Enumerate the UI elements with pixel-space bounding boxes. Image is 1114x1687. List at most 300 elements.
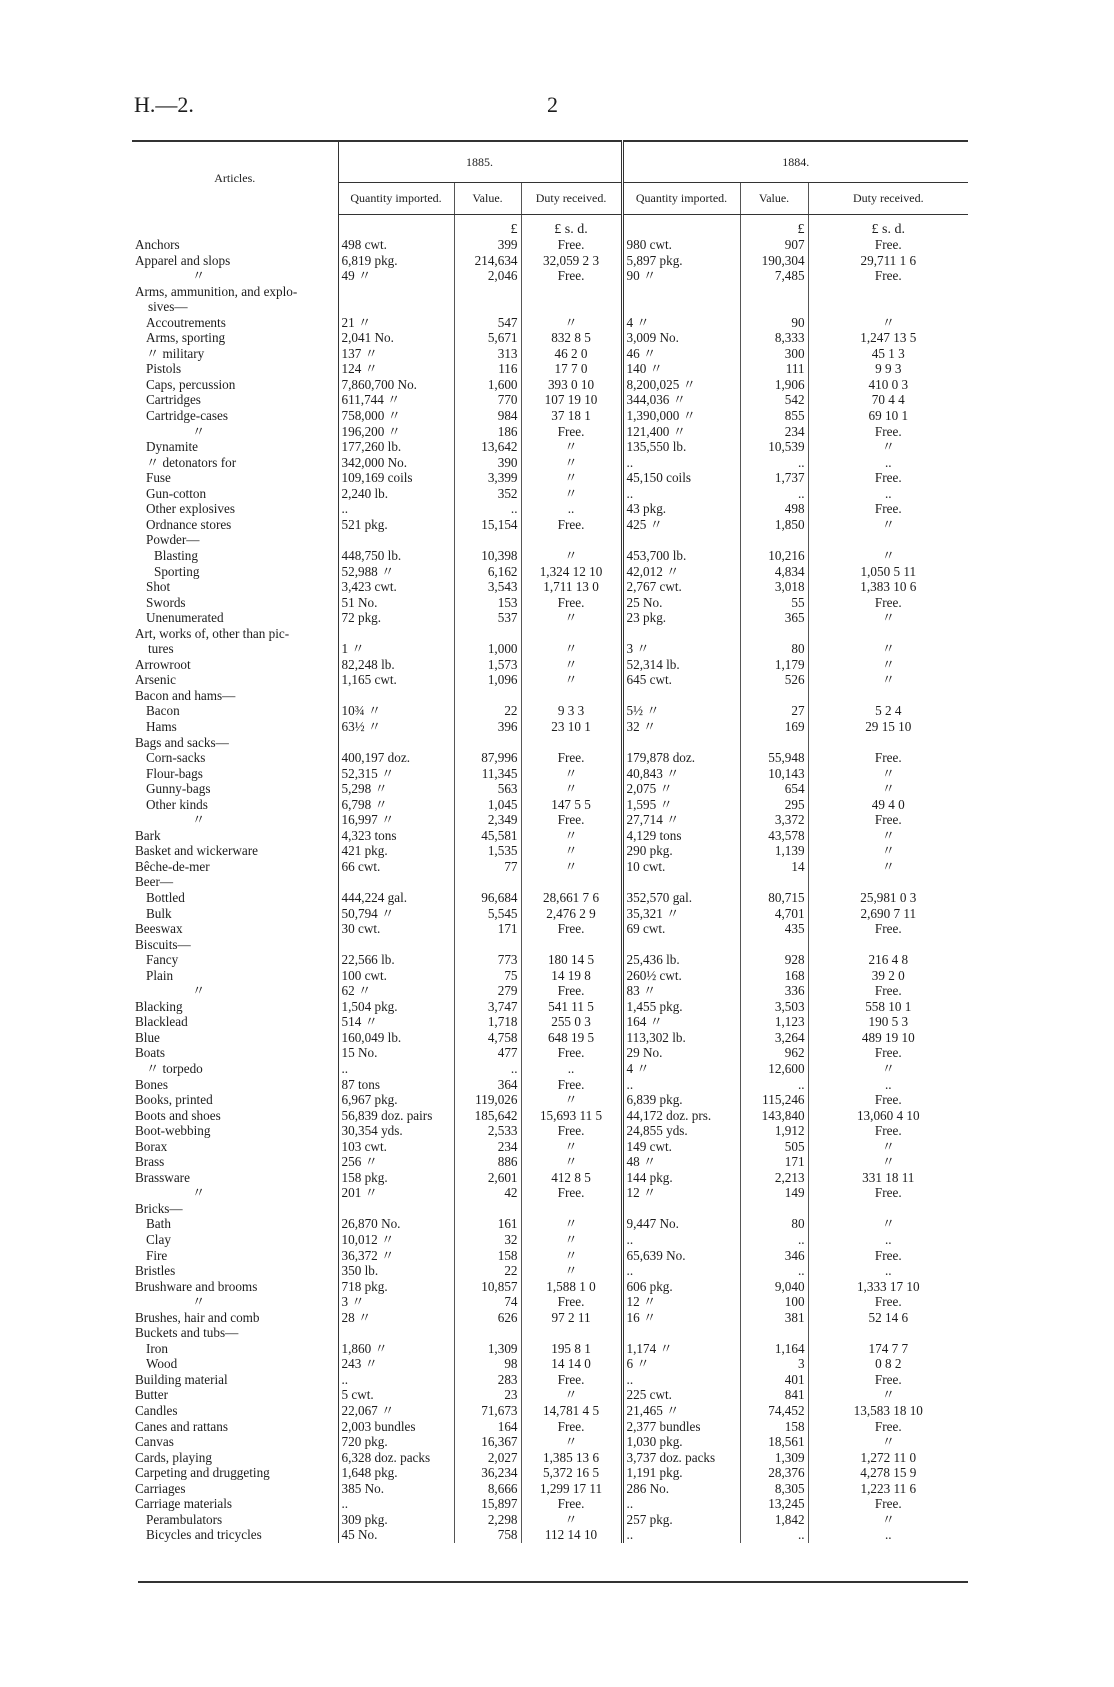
qty-1884-cell: ..	[622, 1496, 740, 1512]
article-cell: Carriage materials	[132, 1496, 338, 1512]
duty-1884-cell: Free.	[874, 921, 902, 937]
qty-header-1884: Quantity imported.	[622, 183, 740, 215]
qty-1884-cell: 352,570 gal.	[622, 890, 740, 906]
qty-1885-cell: 49 〃	[338, 268, 454, 284]
duty-1885-cell: 〃	[521, 766, 622, 782]
table-row	[132, 424, 968, 440]
value-1884-cell: ..	[740, 455, 808, 471]
qty-1885-cell: 87 tons	[338, 1077, 454, 1093]
qty-1884-cell: 44,172 doz. prs.	[622, 1108, 740, 1124]
article-cell: 〃	[132, 268, 338, 284]
duty-1884-cell: 49 4 0	[871, 796, 905, 812]
value-1884-cell: 7,485	[740, 268, 808, 284]
table-row	[132, 937, 968, 953]
article-cell: Bêche-de-mer	[132, 859, 338, 875]
qty-1885-cell: 82,248 lb.	[338, 657, 454, 673]
qty-1885-cell: 3,423 cwt.	[338, 579, 454, 595]
qty-1884-cell: 135,550 lb.	[622, 439, 740, 455]
article-cell: Other kinds	[132, 797, 338, 813]
article-cell: Shot	[132, 579, 338, 595]
value-1885-cell: 626	[454, 1310, 521, 1326]
value-1884-cell: 295	[740, 797, 808, 813]
article-cell: Bicycles and tricycles	[132, 1527, 338, 1543]
qty-1885-cell: 22,566 lb.	[338, 952, 454, 968]
table-row	[132, 1512, 968, 1528]
value-1884-cell: 171	[740, 1154, 808, 1170]
value-1884-cell: 4,834	[740, 563, 808, 579]
table-row	[132, 377, 968, 393]
article-cell: Bacon	[132, 703, 338, 719]
duty-1884-cell: Free.	[874, 1247, 902, 1263]
duty-1884-cell: 558 10 1	[865, 998, 912, 1014]
table-row	[132, 1434, 968, 1450]
article-cell: Sporting	[132, 563, 338, 579]
value-1884-cell: 190,304	[740, 253, 808, 269]
duty-1884-cell: 13,583 18 10	[853, 1403, 923, 1419]
duty-1885-cell: ..	[521, 501, 622, 517]
duty-1885-cell: 〃	[521, 548, 622, 564]
qty-1885-cell: 720 pkg.	[338, 1434, 454, 1450]
duty-1885-cell: 832 8 5	[521, 330, 622, 346]
value-1884-cell	[740, 626, 808, 642]
table-row	[132, 1216, 968, 1232]
qty-1884-cell: 3,737 doz. packs	[622, 1450, 740, 1466]
article-cell: Gun-cotton	[132, 486, 338, 502]
article-cell: Bacon and hams—	[132, 688, 338, 704]
qty-1885-cell: 243 〃	[338, 1356, 454, 1372]
duty-1885-cell: 〃	[521, 315, 622, 331]
duty-1884-cell: 1,383 10 6	[860, 579, 917, 595]
article-cell: Books, printed	[132, 1092, 338, 1108]
value-1884-cell: 654	[740, 781, 808, 797]
table-row	[132, 1108, 968, 1124]
value-1885-cell: 3,747	[454, 999, 521, 1015]
qty-1884-cell: 25 No.	[622, 595, 740, 611]
qty-1884-cell: 10 cwt.	[622, 859, 740, 875]
qty-1885-cell: 52,315 〃	[338, 766, 454, 782]
imports-table-container	[132, 140, 968, 1543]
article-cell: Butter	[132, 1387, 338, 1403]
value-1885-cell: 77	[454, 859, 521, 875]
qty-1885-cell: 26,870 No.	[338, 1216, 454, 1232]
duty-1885-cell: 〃	[521, 1092, 622, 1108]
value-1885-cell: 10,857	[454, 1279, 521, 1295]
qty-1885-cell: 100 cwt.	[338, 968, 454, 984]
article-cell: Gunny-bags	[132, 781, 338, 797]
table-row	[132, 1045, 968, 1061]
table-row	[132, 501, 968, 517]
qty-1884-cell: 24,855 yds.	[622, 1123, 740, 1139]
table-row	[132, 890, 968, 906]
article-cell: Brass	[132, 1154, 338, 1170]
duty-1884-cell: 174 7 7	[868, 1340, 909, 1356]
duty-1885-cell: 32,059 2 3	[521, 253, 622, 269]
article-cell: Blacklead	[132, 1014, 338, 1030]
duty-1884-cell: 45 1 3	[871, 345, 905, 361]
value-1885-cell: 13,642	[454, 439, 521, 455]
duty-1884-cell	[808, 874, 968, 890]
duty-1885-cell: 〃	[521, 1216, 622, 1232]
table-row	[132, 843, 968, 859]
duty-1885-cell: 97 2 11	[521, 1310, 622, 1326]
value-1884-cell	[740, 1325, 808, 1341]
duty-1885-cell: 〃	[521, 641, 622, 657]
table-row	[132, 1387, 968, 1403]
qty-1884-cell: ..	[622, 1263, 740, 1279]
unit-row	[132, 215, 968, 238]
duty-1884-cell: 〃	[881, 1138, 895, 1154]
article-cell: Bottled	[132, 890, 338, 906]
duty-1885-cell: Free.	[521, 1496, 622, 1512]
qty-1884-cell	[622, 284, 740, 300]
duty-1884-cell: Free.	[874, 1123, 902, 1139]
value-1884-cell: 234	[740, 424, 808, 440]
value-1884-cell: 505	[740, 1139, 808, 1155]
qty-1885-cell: 514 〃	[338, 1014, 454, 1030]
duty-1885-cell: 1,385 13 6	[521, 1450, 622, 1466]
qty-1884-cell: 90 〃	[622, 268, 740, 284]
duty-1885-cell: Free.	[521, 595, 622, 611]
value-1884-cell: 27	[740, 703, 808, 719]
article-cell: 〃	[132, 1185, 338, 1201]
qty-1884-cell: ..	[622, 486, 740, 502]
article-cell: Cartridges	[132, 392, 338, 408]
duty-1885-cell: 〃	[521, 1154, 622, 1170]
duty-1885-cell	[521, 532, 622, 548]
qty-1885-cell: 5,298 〃	[338, 781, 454, 797]
article-cell: Brushware and brooms	[132, 1279, 338, 1295]
qty-1884-cell: 149 cwt.	[622, 1139, 740, 1155]
qty-1884-cell: 32 〃	[622, 719, 740, 735]
duty-1884-cell	[808, 735, 968, 751]
value-1885-cell: 71,673	[454, 1403, 521, 1419]
table-row	[132, 1170, 968, 1186]
duty-1885-cell: Free.	[521, 424, 622, 440]
table-row	[132, 1185, 968, 1201]
qty-1884-cell: 2,075 〃	[622, 781, 740, 797]
duty-1885-cell: ..	[521, 1061, 622, 1077]
table-row	[132, 1356, 968, 1372]
article-cell: Corn-sacks	[132, 750, 338, 766]
duty-1885-cell: 17 7 0	[521, 361, 622, 377]
table-row	[132, 1465, 968, 1481]
duty-1885-cell: 2,476 2 9	[521, 906, 622, 922]
value-1884-cell: 1,179	[740, 657, 808, 673]
table-row	[132, 735, 968, 751]
duty-1884-cell: 9 9 3	[875, 361, 902, 377]
article-cell: Beeswax	[132, 921, 338, 937]
article-cell: Fire	[132, 1248, 338, 1264]
qty-1884-cell: 3,009 No.	[622, 330, 740, 346]
table-row	[132, 1325, 968, 1341]
article-cell: Brassware	[132, 1170, 338, 1186]
duty-1884-cell: 2,690 7 11	[860, 905, 917, 921]
duty-1884-cell: 69 10 1	[868, 408, 909, 424]
value-1884-cell: 8,305	[740, 1481, 808, 1497]
value-1885-cell	[454, 735, 521, 751]
article-cell: 〃 torpedo	[132, 1061, 338, 1077]
qty-1884-cell: 48 〃	[622, 1154, 740, 1170]
qty-1885-cell: 5 cwt.	[338, 1387, 454, 1403]
value-1884-cell: 43,578	[740, 828, 808, 844]
qty-1884-cell: 35,321 〃	[622, 906, 740, 922]
article-cell: Clay	[132, 1232, 338, 1248]
qty-1884-cell: 43 pkg.	[622, 501, 740, 517]
table-row	[132, 626, 968, 642]
value-1885-cell: 1,309	[454, 1341, 521, 1357]
qty-1884-cell: 606 pkg.	[622, 1279, 740, 1295]
table-row	[132, 299, 968, 315]
value-1885-cell: 984	[454, 408, 521, 424]
value-1885-cell: 364	[454, 1077, 521, 1093]
qty-1884-cell: 8,200,025 〃	[622, 377, 740, 393]
value-1885-cell: 22	[454, 1263, 521, 1279]
duty-1885-cell: 〃	[521, 672, 622, 688]
qty-1885-cell: 10¾ 〃	[338, 703, 454, 719]
qty-1885-cell: 2,240 lb.	[338, 486, 454, 502]
duty-1885-cell	[521, 1325, 622, 1341]
duty-1884-cell: Free.	[874, 268, 902, 284]
duty-1884-cell: 1,333 17 10	[856, 1278, 920, 1294]
duty-1884-cell: 4,278 15 9	[860, 1465, 917, 1481]
value-1884-cell: 169	[740, 719, 808, 735]
article-cell: Perambulators	[132, 1512, 338, 1528]
duty-1884-cell: Free.	[874, 1418, 902, 1434]
table-row	[132, 517, 968, 533]
value-1884-cell: 3,372	[740, 812, 808, 828]
value-1884-cell: 300	[740, 346, 808, 362]
table-row	[132, 1527, 968, 1543]
value-1885-cell: 773	[454, 952, 521, 968]
qty-1884-cell: 1,455 pkg.	[622, 999, 740, 1015]
table-row	[132, 1294, 968, 1310]
value-1884-cell: 143,840	[740, 1108, 808, 1124]
qty-1884-cell: 645 cwt.	[622, 672, 740, 688]
value-1885-cell: 399	[454, 237, 521, 253]
table-row	[132, 859, 968, 875]
value-1884-cell	[740, 688, 808, 704]
duty-1884-cell: Free.	[874, 594, 902, 610]
duty-1884-cell: 1,272 11 0	[860, 1449, 917, 1465]
duty-1884-cell: Free.	[874, 983, 902, 999]
duty-1885-cell: 14,781 4 5	[521, 1403, 622, 1419]
value-1884-cell: 907	[740, 237, 808, 253]
article-cell: Building material	[132, 1372, 338, 1388]
article-cell: Basket and wickerware	[132, 843, 338, 859]
qty-1885-cell: 196,200 〃	[338, 424, 454, 440]
value-1884-cell: ..	[740, 1527, 808, 1543]
article-cell: Cards, playing	[132, 1450, 338, 1466]
table-row	[132, 703, 968, 719]
qty-1885-cell: 124 〃	[338, 361, 454, 377]
duty-1885-cell: 〃	[521, 1248, 622, 1264]
value-1884-cell: 3	[740, 1356, 808, 1372]
article-cell: Carriages	[132, 1481, 338, 1497]
value-unit-1884: £	[740, 215, 808, 238]
duty-1884-cell: 190 5 3	[868, 1014, 909, 1030]
table-row	[132, 579, 968, 595]
value-1884-cell: 149	[740, 1185, 808, 1201]
table-row	[132, 952, 968, 968]
article-cell: Anchors	[132, 237, 338, 253]
qty-1884-cell: 52,314 lb.	[622, 657, 740, 673]
value-1885-cell: 5,545	[454, 906, 521, 922]
value-1884-cell: 1,850	[740, 517, 808, 533]
qty-1884-cell: 5½ 〃	[622, 703, 740, 719]
value-1885-cell: 32	[454, 1232, 521, 1248]
table-row	[132, 1248, 968, 1264]
table-row	[132, 361, 968, 377]
duty-1885-cell: 37 18 1	[521, 408, 622, 424]
qty-1885-cell: 7,860,700 No.	[338, 377, 454, 393]
article-cell: Boats	[132, 1045, 338, 1061]
duty-1884-cell: ..	[884, 1527, 892, 1543]
qty-1884-cell: 140 〃	[622, 361, 740, 377]
table-row	[132, 548, 968, 564]
qty-1884-cell: 65,639 No.	[622, 1248, 740, 1264]
value-1885-cell: 6,162	[454, 563, 521, 579]
article-cell: Other explosives	[132, 501, 338, 517]
value-1884-cell: 962	[740, 1045, 808, 1061]
qty-1885-cell: 400,197 doz.	[338, 750, 454, 766]
value-1885-cell: 547	[454, 315, 521, 331]
table-row	[132, 1092, 968, 1108]
duty-1885-cell: 〃	[521, 1263, 622, 1279]
value-1885-cell: 42	[454, 1185, 521, 1201]
value-1885-cell: 11,345	[454, 766, 521, 782]
duty-1884-cell: 〃	[881, 765, 895, 781]
duty-1884-cell: 〃	[881, 656, 895, 672]
article-cell: Swords	[132, 595, 338, 611]
value-1885-cell: 5,671	[454, 330, 521, 346]
qty-1885-cell: 2,003 bundles	[338, 1419, 454, 1435]
duty-1884-cell	[808, 284, 968, 300]
duty-1885-cell: 28,661 7 6	[521, 890, 622, 906]
qty-1884-cell: 40,843 〃	[622, 766, 740, 782]
article-cell: Fuse	[132, 470, 338, 486]
table-row	[132, 1014, 968, 1030]
value-1884-cell: 1,912	[740, 1123, 808, 1139]
qty-1885-cell: 30,354 yds.	[338, 1123, 454, 1139]
qty-1885-cell: 521 pkg.	[338, 517, 454, 533]
qty-1884-cell	[622, 532, 740, 548]
duty-1885-cell	[521, 1201, 622, 1217]
duty-1884-cell: 331 18 11	[862, 1169, 915, 1185]
duty-1885-cell: 23 10 1	[521, 719, 622, 735]
table-row	[132, 455, 968, 471]
qty-1884-cell: 46 〃	[622, 346, 740, 362]
duty-1885-cell: 15,693 11 5	[521, 1108, 622, 1124]
table-row	[132, 1403, 968, 1419]
value-1884-cell: 1,737	[740, 470, 808, 486]
duty-1884-cell: 〃	[881, 1216, 895, 1232]
value-1885-cell: 234	[454, 1139, 521, 1155]
duty-1884-cell: ..	[884, 1232, 892, 1248]
article-cell: Canes and rattans	[132, 1419, 338, 1435]
qty-1884-cell: ..	[622, 1077, 740, 1093]
duty-1884-cell: Free.	[874, 1045, 902, 1061]
value-1884-cell: 55	[740, 595, 808, 611]
value-1885-cell: 214,634	[454, 253, 521, 269]
duty-1885-cell: Free.	[521, 517, 622, 533]
qty-1884-cell	[622, 626, 740, 642]
value-header-1884: Value.	[740, 183, 808, 215]
article-cell: Powder—	[132, 532, 338, 548]
article-cell: Bags and sacks—	[132, 735, 338, 751]
value-1884-cell: 13,245	[740, 1496, 808, 1512]
qty-1884-cell: 23 pkg.	[622, 610, 740, 626]
qty-1884-cell	[622, 688, 740, 704]
qty-1885-cell: 718 pkg.	[338, 1279, 454, 1295]
article-cell: Biscuits—	[132, 937, 338, 953]
value-1884-cell: 10,143	[740, 766, 808, 782]
value-1885-cell: 96,684	[454, 890, 521, 906]
article-cell: Arrowroot	[132, 657, 338, 673]
qty-1884-cell: 4,129 tons	[622, 828, 740, 844]
qty-1885-cell: 50,794 〃	[338, 906, 454, 922]
value-1884-cell: 1,139	[740, 843, 808, 859]
value-1884-cell: 168	[740, 968, 808, 984]
duty-1885-cell: 195 8 1	[521, 1341, 622, 1357]
value-1884-cell	[740, 299, 808, 315]
article-cell: Pistols	[132, 361, 338, 377]
qty-1885-cell: 758,000 〃	[338, 408, 454, 424]
duty-1884-cell: 〃	[881, 1434, 895, 1450]
table-row	[132, 1232, 968, 1248]
duty-1885-cell: 〃	[521, 828, 622, 844]
duty-1885-cell	[521, 688, 622, 704]
table-row	[132, 315, 968, 331]
duty-1885-cell: Free.	[521, 1419, 622, 1435]
qty-1885-cell: 63½ 〃	[338, 719, 454, 735]
value-1884-cell: 14	[740, 859, 808, 875]
article-cell: 〃 detonators for	[132, 455, 338, 471]
duty-1884-cell: Free.	[874, 812, 902, 828]
duty-1885-cell: 〃	[521, 1387, 622, 1403]
qty-1884-cell	[622, 299, 740, 315]
value-1885-cell: 119,026	[454, 1092, 521, 1108]
duty-1884-cell: 〃	[881, 781, 895, 797]
duty-1884-cell: Free.	[874, 1496, 902, 1512]
qty-1885-cell: 28 〃	[338, 1310, 454, 1326]
duty-1885-cell: Free.	[521, 983, 622, 999]
qty-1885-cell: 6,967 pkg.	[338, 1092, 454, 1108]
table-row	[132, 999, 968, 1015]
article-cell: Iron	[132, 1341, 338, 1357]
value-1885-cell: 1,718	[454, 1014, 521, 1030]
duty-1884-cell	[808, 937, 968, 953]
article-cell: 〃	[132, 812, 338, 828]
table-row	[132, 392, 968, 408]
value-1885-cell: 1,535	[454, 843, 521, 859]
value-1884-cell: 80	[740, 641, 808, 657]
table-row	[132, 1341, 968, 1357]
duty-1885-cell: 1,711 13 0	[521, 579, 622, 595]
value-1884-cell	[740, 284, 808, 300]
value-1885-cell	[454, 874, 521, 890]
duty-1884-cell: 70 4 4	[871, 392, 905, 408]
value-1885-cell: 158	[454, 1248, 521, 1264]
article-cell: Candles	[132, 1403, 338, 1419]
duty-1885-cell: 9 3 3	[521, 703, 622, 719]
qty-1884-cell: 21,465 〃	[622, 1403, 740, 1419]
qty-1885-cell: 3 〃	[338, 1294, 454, 1310]
table-row	[132, 1310, 968, 1326]
table-row	[132, 1481, 968, 1497]
duty-1884-cell: 29 15 10	[865, 718, 912, 734]
value-1885-cell: 886	[454, 1154, 521, 1170]
qty-1885-cell: 21 〃	[338, 315, 454, 331]
